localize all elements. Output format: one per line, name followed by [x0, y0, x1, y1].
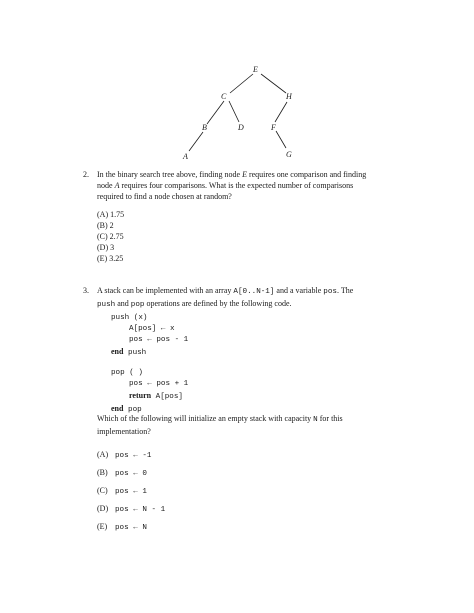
code-push-line-1: A[pos] ← x: [129, 325, 175, 333]
question-2-text: [97, 169, 427, 202]
tree-node-G: G: [286, 150, 292, 159]
question-2-option-e: (E) 3.25: [97, 254, 124, 263]
code-pop-line-1: pos ← pos + 1: [129, 380, 189, 388]
edge-B-A: [189, 132, 203, 151]
keyword-return: return: [129, 391, 152, 400]
question-3-option-d: (D) pos ← N - 1: [97, 504, 166, 514]
keyword-end: end: [111, 347, 124, 356]
question-3-option-a: (A) pos ← -1: [97, 450, 152, 460]
code-push-end: end push: [111, 347, 147, 357]
question-3-option-b: (B) pos ← 0: [97, 468, 147, 478]
question-2-line-3: required to find a node chosen at random?: [97, 192, 232, 201]
binary-search-tree: [0, 0, 474, 170]
code-push-signature: push (x): [111, 314, 148, 322]
question-2-option-c: (C) 2.75: [97, 232, 124, 241]
question-3-intro-line-2: push and pop operations are defined by the following code.: [97, 299, 292, 309]
edge-F-G: [276, 131, 286, 148]
question-2-option-b: (B) 2: [97, 221, 114, 230]
keyword-end: end: [111, 404, 124, 413]
code-pop-return: return A[pos]: [129, 391, 183, 401]
question-2-line-1: In the binary search tree above, finding node E requires one comparison and finding: [97, 170, 367, 179]
tree-node-H: H: [286, 92, 292, 101]
question-3-number: 3.: [83, 286, 89, 295]
edge-E-H: [261, 74, 286, 93]
question-3-option-c: (C) pos ← 1: [97, 486, 147, 496]
question-2-options: [97, 209, 124, 264]
question-3-prompt-line-2: implementation?: [97, 427, 151, 436]
question-2-option-a: (A) 1.75: [97, 210, 125, 219]
edge-C-B: [207, 101, 224, 124]
code-push-line-2: pos ← pos - 1: [129, 336, 189, 344]
tree-node-E: E: [253, 65, 258, 74]
edge-C-D: [229, 101, 239, 122]
tree-node-C: C: [221, 92, 227, 101]
tree-node-A: A: [183, 152, 188, 161]
question-3-prompt-line-1: Which of the following will initialize an empty stack with capacity N for this: [97, 414, 343, 424]
code-block: [111, 313, 188, 416]
tree-node-D: D: [238, 123, 244, 132]
question-3-intro: [97, 285, 427, 311]
edge-E-C: [230, 74, 253, 93]
question-3-intro-line-1: A stack can be implemented with an array A[0..N-1] and a variable pos. The: [97, 286, 354, 296]
code-pop-signature: pop ( ): [111, 369, 143, 377]
question-2-option-d: (D) 3: [97, 243, 115, 252]
question-3-option-e: (E) pos ← N: [97, 522, 147, 532]
tree-node-F: F: [271, 123, 276, 132]
question-3-prompt: [97, 413, 427, 437]
edge-H-F: [275, 102, 287, 122]
tree-node-B: B: [202, 123, 207, 132]
question-2-line-2: node A requires four comparisons. What is the expected number of comparisons: [97, 181, 354, 190]
code-pop-end: end pop: [111, 404, 142, 414]
question-3-options: [97, 444, 165, 534]
question-2-number: 2.: [83, 170, 89, 179]
